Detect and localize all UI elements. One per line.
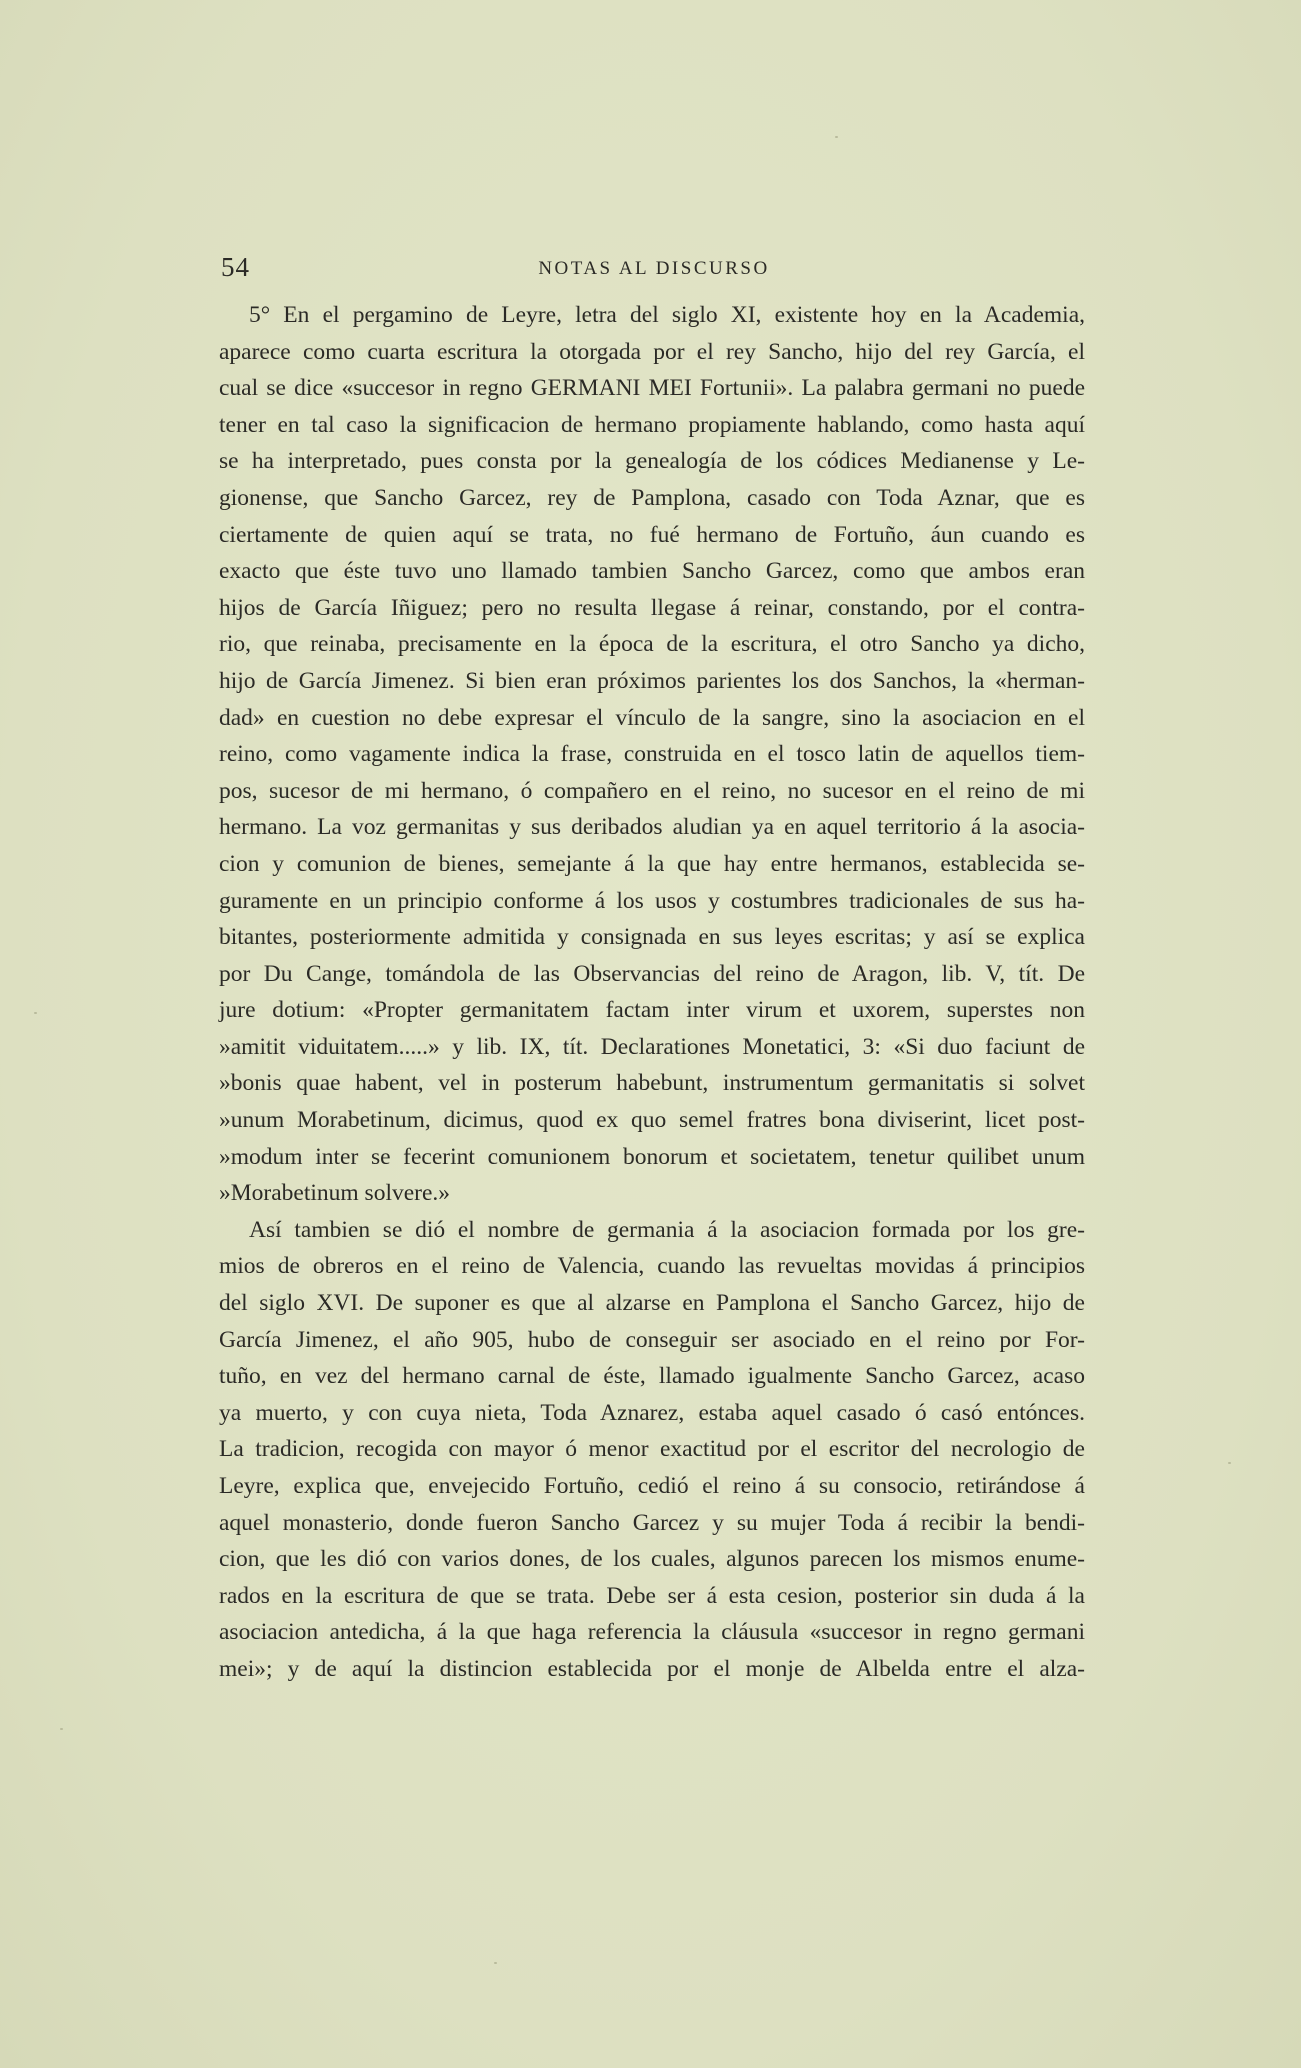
paper-speck: [34, 1012, 37, 1014]
text-line: se ha interpretado, pues consta por la genealogía de los códices Medianense y Le-: [219, 448, 1085, 475]
text-line: aquel monasterio, donde fueron Sancho Garcez y su mujer Toda á recibir la bendi-: [219, 1509, 1085, 1536]
text-line: gionense, que Sancho Garcez, rey de Pamplona, casado con Toda Aznar, que es: [219, 484, 1085, 511]
text-line: hijo de García Jimenez. Si bien eran próximos parientes los dos Sanchos, la «herman-: [219, 667, 1085, 694]
page-header: [221, 252, 1087, 292]
paper-speck: [1228, 1462, 1231, 1464]
paper-speck: [835, 136, 838, 138]
text-line: bitantes, posteriormente admitida y consignada en sus leyes escritas; y así se explica: [219, 924, 1085, 951]
text-line: por Du Cange, tomándola de las Observancias del reino de Aragon, lib. V, tít. De: [219, 960, 1085, 987]
text-line: hijos de García Iñiguez; pero no resulta llegase á reinar, constando, por el contra-: [219, 594, 1085, 621]
text-line: jure dotium: «Propter germanitatem factam inter virum et uxorem, superstes non: [219, 997, 1085, 1024]
text-line: García Jimenez, el año 905, hubo de conseguir ser asociado en el reino por For-: [219, 1326, 1085, 1353]
text-line: cion y comunion de bienes, semejante á la que hay entre hermanos, establecida se-: [219, 850, 1085, 877]
paper-speck: [494, 1962, 497, 1964]
text-line: Así tambien se dió el nombre de germania á la asociacion formada por los gre-: [249, 1216, 1085, 1243]
text-line: »modum inter se fecerint comunionem bonorum et societatem, tenetur quilibet unum: [219, 1143, 1085, 1170]
text-line: mios de obreros en el reino de Valencia, cuando las revueltas movidas á principios: [219, 1253, 1085, 1280]
text-line: aparece como cuarta escritura la otorgada por el rey Sancho, hijo del rey García, el: [219, 338, 1085, 365]
text-line: rio, que reinaba, precisamente en la época de la escritura, el otro Sancho ya dicho,: [219, 631, 1085, 658]
running-title: NOTAS AL DISCURSO: [538, 258, 770, 279]
text-line: »amitit viduitatem.....» y lib. IX, tít. Declarationes Monetatici, 3: «Si duo faciunt de: [219, 1033, 1085, 1060]
text-line: cion, que les dió con varios dones, de los cuales, algunos parecen los mismos enume-: [219, 1546, 1085, 1573]
text-line: La tradicion, recogida con mayor ó menor exactitud por el escritor del necrologio de: [219, 1436, 1085, 1463]
text-line: del siglo XVI. De suponer es que al alzarse en Pamplona el Sancho Garcez, hijo de: [219, 1290, 1085, 1317]
text-line: »Morabetinum solvere.»: [219, 1180, 451, 1207]
text-line: Leyre, explica que, envejecido Fortuño, cedió el reino á su consocio, retirándose á: [219, 1473, 1085, 1499]
text-line: mei»; y de aquí la distincion establecida por el monje de Albelda entre el alza-: [219, 1655, 1085, 1682]
text-line: »unum Morabetinum, dicimus, quod ex quo semel fratres bona diviserint, licet post-: [219, 1107, 1085, 1134]
text-body: [219, 297, 1085, 1688]
text-line: »bonis quae habent, vel in posterum habebunt, instrumentum germanitatis si solvet: [219, 1070, 1085, 1097]
paper-speck: [60, 1728, 63, 1730]
text-line: pos, sucesor de mi hermano, ó compañero en el reino, no sucesor en el reino de mi: [219, 777, 1085, 804]
text-line: tener en tal caso la significacion de hermano propiamente hablando, como hasta aquí: [219, 411, 1085, 438]
text-line: cual se dice «succesor in regno GERMANI MEI Fortunii». La palabra germani no puede: [219, 375, 1085, 402]
text-line: hermano. La voz germanitas y sus deribados aludian ya en aquel territorio á la asocia-: [219, 814, 1085, 841]
page-number: 54: [221, 252, 250, 282]
text-line: asociacion antedicha, á la que haga referencia la cláusula «succesor in regno germani: [219, 1619, 1085, 1646]
text-line: rados en la escritura de que se trata. Debe ser á esta cesion, posterior sin duda á la: [219, 1582, 1085, 1609]
text-line: exacto que éste tuvo uno llamado tambien Sancho Garcez, como que ambos eran: [219, 558, 1085, 585]
text-line: ciertamente de quien aquí se trata, no fué hermano de Fortuño, áun cuando es: [219, 521, 1085, 548]
text-line: ya muerto, y con cuya nieta, Toda Aznarez, estaba aquel casado ó casó entónces.: [219, 1399, 1085, 1426]
text-line: guramente en un principio conforme á los usos y costumbres tradicionales de sus ha-: [219, 887, 1085, 914]
text-line: tuño, en vez del hermano carnal de éste, llamado igualmente Sancho Garcez, acaso: [219, 1363, 1085, 1390]
text-line: dad» en cuestion no debe expresar el vínculo de la sangre, sino la asociacion en el: [219, 704, 1085, 731]
text-line: 5° En el pergamino de Leyre, letra del siglo XI, existente hoy en la Academia,: [249, 302, 1085, 328]
text-line: reino, como vagamente indica la frase, construida en el tosco latin de aquellos tiem-: [219, 741, 1085, 768]
